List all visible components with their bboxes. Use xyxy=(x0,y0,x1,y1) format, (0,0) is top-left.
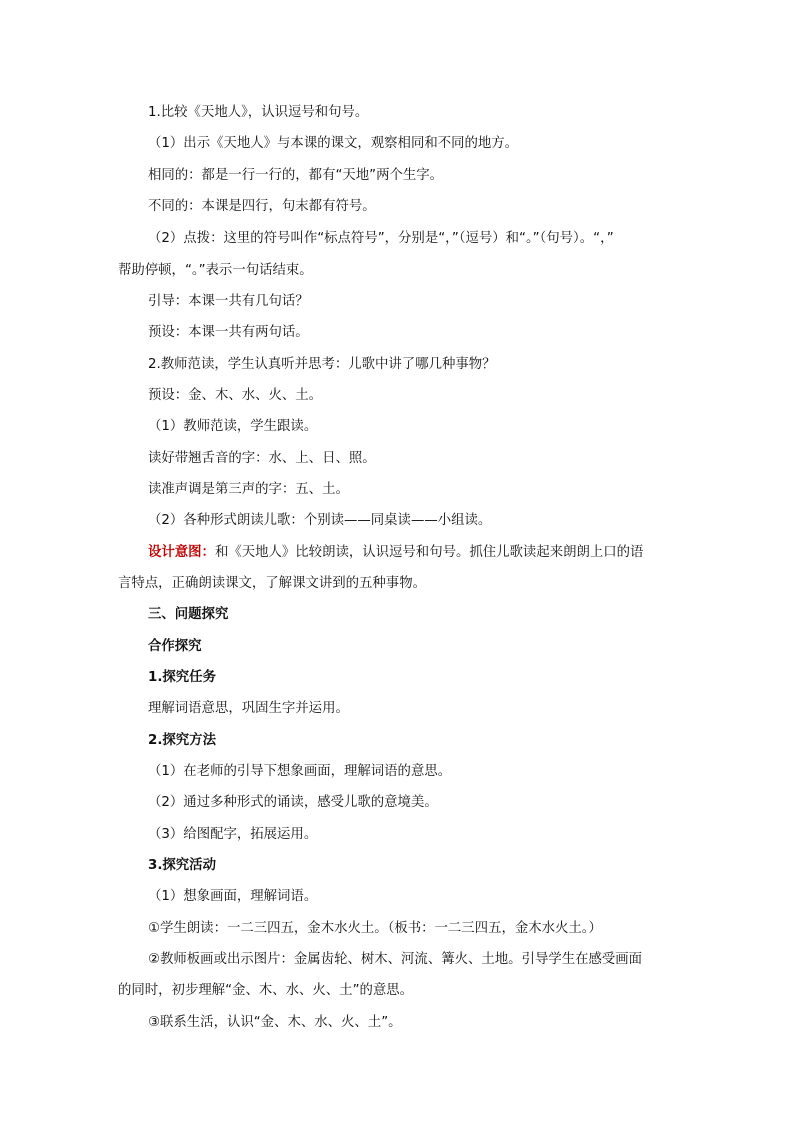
cooperative-title: 合作探究 xyxy=(148,639,202,654)
activity-item: ③联系生活，认识“金、木、水、火、土”。 xyxy=(148,1015,402,1030)
para-different: 不同的：本课是四行，句末都有符号。 xyxy=(148,199,376,214)
method-item: （3）给图配字，拓展运用。 xyxy=(148,827,318,842)
activity-heading: 3.探究活动 xyxy=(148,858,216,873)
section-title: 三、问题探究 xyxy=(148,607,229,622)
para-hint-cont: 帮助停顿，“。”表示一句话结束。 xyxy=(118,263,313,278)
design-intent-label: 设计意图： xyxy=(148,545,215,560)
design-intent-cont: 言特点，正确朗读课文，了解课文讲到的五种事物。 xyxy=(118,576,426,591)
design-intent-text: 和《天地人》比较朗读，认识逗号和句号。抓住儿歌读起来朗朗上口的语 xyxy=(214,545,644,560)
para-third-tone: 读准声调是第三声的字：五、土。 xyxy=(148,482,349,497)
design-intent-line xyxy=(148,544,643,562)
para-show-text: （1）出示《天地人》与本课的课文，观察相同和不同的地方。 xyxy=(148,136,519,151)
para-same: 相同的：都是一行一行的，都有“天地”两个生字。 xyxy=(148,168,444,183)
para-preset-1: 预设：本课一共有两句话。 xyxy=(148,325,309,340)
para-retroflex: 读好带翘舌音的字：水、上、日、照。 xyxy=(148,451,376,466)
para-preset-2: 预设：金、木、水、火、土。 xyxy=(148,388,323,403)
method-item: （1）在老师的引导下想象画面，理解词语的意思。 xyxy=(148,764,452,779)
para-guide: 引导：本课一共有几句话？ xyxy=(148,294,309,309)
task-heading: 1.探究任务 xyxy=(148,670,216,685)
para-hint: （2）点拨：这里的符号叫作“标点符号”，分别是“，”（逗号）和“。”（句号）。“，” xyxy=(148,231,614,246)
para-follow-read: （1）教师范读，学生跟读。 xyxy=(148,419,318,434)
activity-item: ②教师板画或出示图片：金属齿轮、树木、河流、篝火、土地。引导学生在感受画面 xyxy=(148,952,643,967)
para-reading-forms: （2）各种形式朗读儿歌：个别读——同桌读——小组读。 xyxy=(148,513,492,528)
activity-item-cont: 的同时，初步理解“金、木、水、火、土”的意思。 xyxy=(118,983,414,998)
task-text: 理解词语意思，巩固生字并运用。 xyxy=(148,701,349,716)
para-teacher-read: 2.教师范读，学生认真听并思考：儿歌中讲了哪几种事物？ xyxy=(148,357,496,372)
activity-item: （1）想象画面，理解词语。 xyxy=(148,889,318,904)
method-heading: 2.探究方法 xyxy=(148,733,216,748)
para-compare: 1.比较《天地人》，认识逗号和句号。 xyxy=(148,105,369,120)
activity-item: ①学生朗读：一二三四五，金木水火土。（板书：一二三四五，金木水火土。） xyxy=(148,921,602,936)
method-item: （2）通过多种形式的诵读，感受儿歌的意境美。 xyxy=(148,795,438,810)
